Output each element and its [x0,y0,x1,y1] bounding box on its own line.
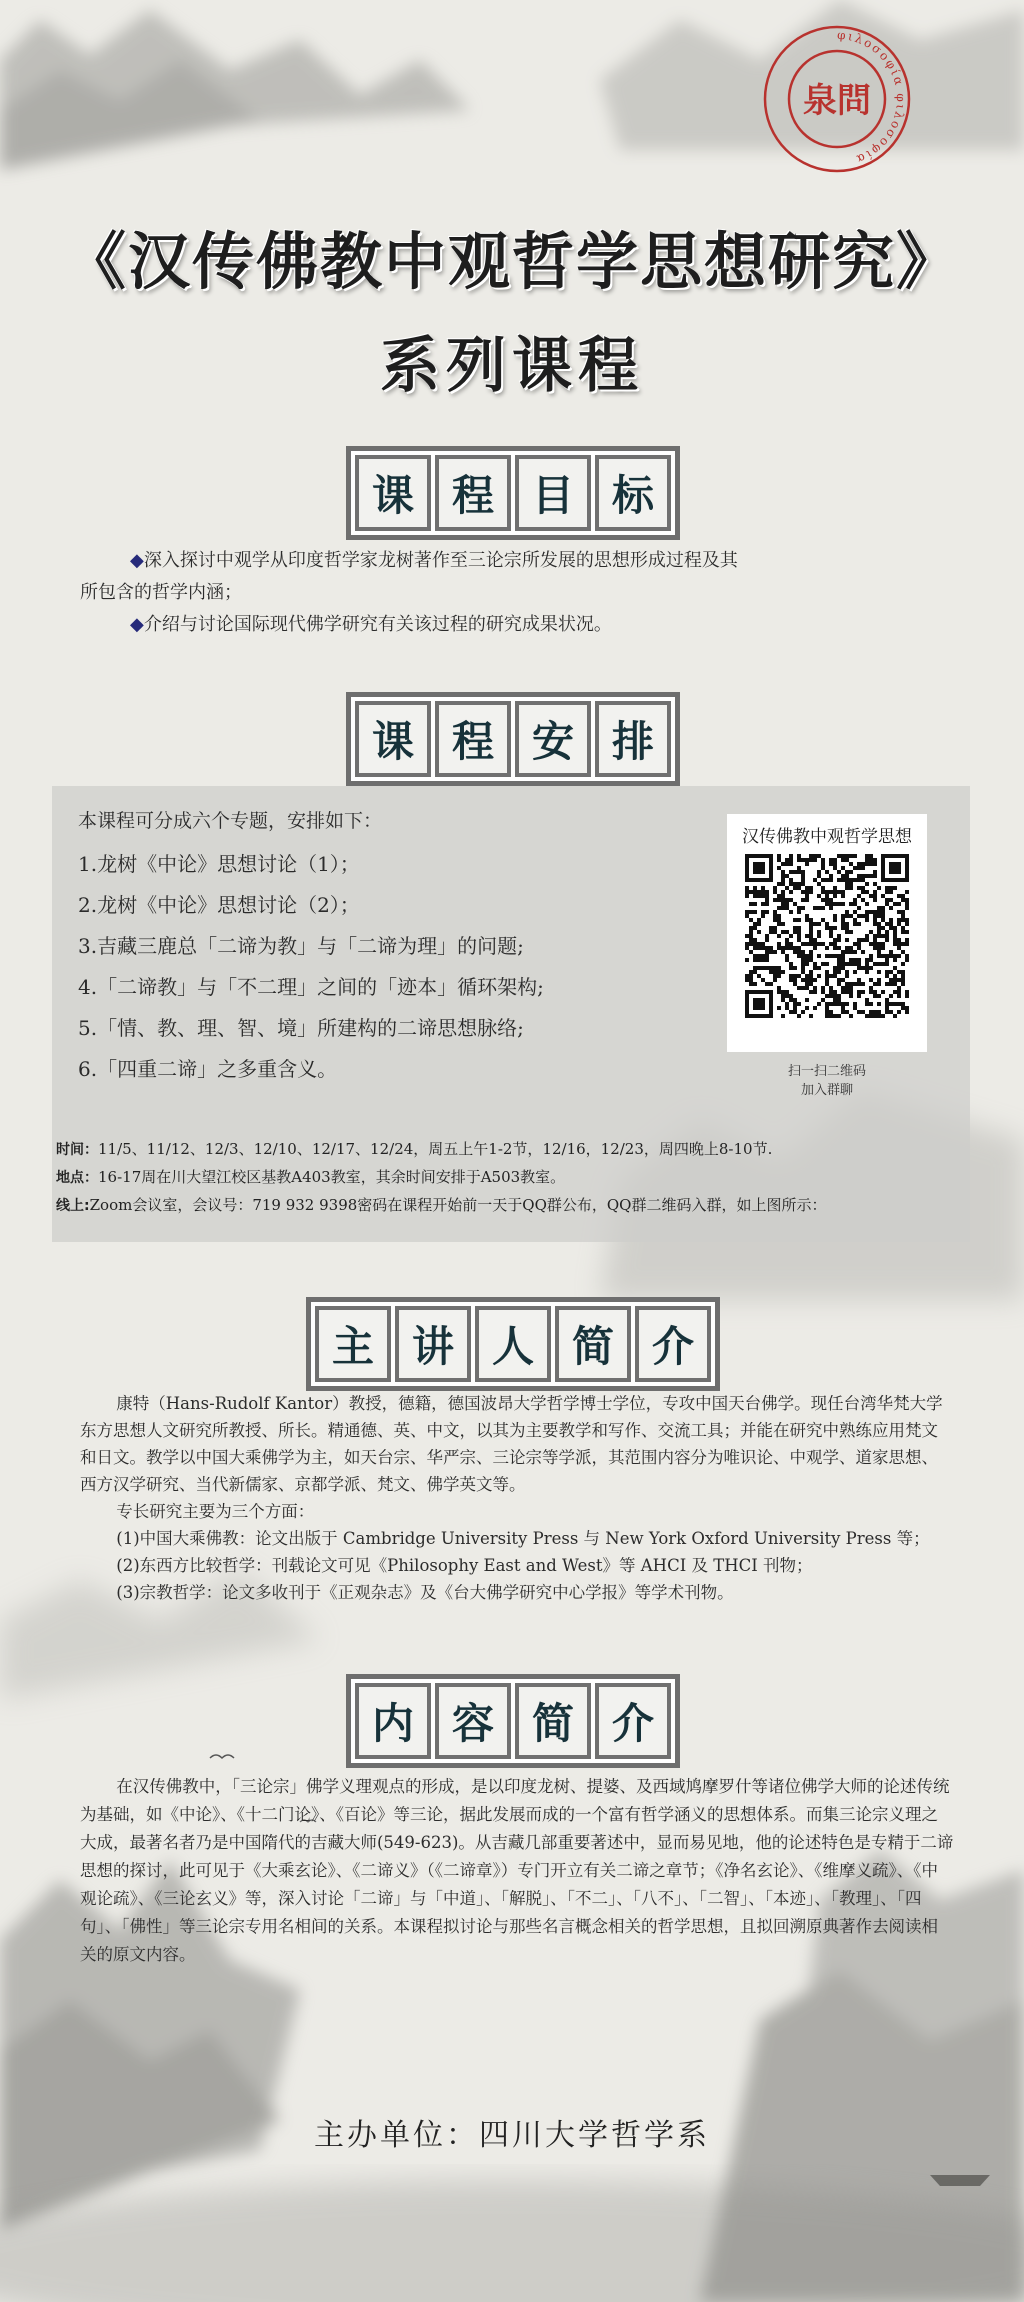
heading-char: 程 [435,701,511,777]
schedule-info [56,1136,826,1220]
heading-char: 程 [435,455,511,531]
qq-group-qr-card[interactable] [727,814,927,1052]
heading-char: 人 [475,1306,551,1382]
seal-glyphs: 泉問 [803,81,871,121]
place-value: 16-17周在川大望江校区基教A403教室，其余时间安排于A503教室。 [98,1168,566,1186]
heading-char: 内 [355,1683,431,1759]
heading-char: 讲 [395,1306,471,1382]
qr-code-icon[interactable] [745,854,909,1018]
research-item: (3)宗教哲学：论文多收刊于《正观杂志》及《台大佛学研究中心学报》等学术刊物。 [116,1583,734,1602]
online-label: 线上: [56,1198,90,1214]
seal-ring-text: φιλοσοφία φιλοσοφία [836,27,908,168]
topic-item: 6.「四重二谛」之多重含义。 [78,1057,338,1081]
heading-char: 介 [595,1683,671,1759]
diamond-bullet-icon: ◆ [130,550,144,571]
heading-char: 简 [555,1306,631,1382]
goal-item-2: 介绍与讨论国际现代佛学研究有关该过程的研究成果状况。 [143,614,612,635]
content-intro [80,1773,954,1969]
section-heading-schedule [346,692,680,786]
topic-item: 4.「二谛教」与「不二理」之间的「迹本」循环架构; [78,975,544,999]
diamond-bullet-icon: ◆ [130,614,144,635]
organizer: 主办单位：四川大学哲学系 [314,2118,710,2153]
section-heading-goals [346,446,680,540]
qr-caption [712,1062,942,1100]
research-item: (1)中国大乘佛教：论文出版于 Cambridge University Press 与 New York Oxford University Press 等； [116,1529,930,1548]
heading-char: 标 [595,455,671,531]
schedule-panel [52,786,970,1242]
topic-item: 5.「情、教、理、智、境」所建构的二谛思想脉络; [78,1016,524,1040]
schedule-intro: 本课程可分成六个专题，安排如下： [78,810,383,832]
heading-char: 容 [435,1683,511,1759]
topic-item: 1.龙树《中论》思想讨论（1）； [78,852,360,876]
heading-char: 目 [515,455,591,531]
qr-title: 汉传佛教中观哲学思想 [742,827,912,847]
research-intro: 专长研究主要为三个方面： [116,1502,315,1521]
qr-caption-line-1: 扫一扫二维码 [787,1064,866,1079]
poster-subtitle: 系列课程 [380,331,644,401]
heading-char: 主 [315,1306,391,1382]
section-heading-content [346,1674,680,1768]
qr-caption-line-2: 加入群聊 [800,1083,853,1098]
topic-item: 3.吉藏三鹿总「二谛为教」与「二谛为理」的问题; [78,934,524,958]
poster-title: 《汉传佛教中观哲学思想研究》 [63,225,960,298]
heading-char: 排 [595,701,671,777]
heading-char: 简 [515,1683,591,1759]
research-item: (2)东西方比较哲学：刊载论文可见《Philosophy East and West》等 AHCI 及 THCI 刊物； [116,1556,813,1575]
heading-char: 课 [355,701,431,777]
topic-list [78,844,544,1090]
goals-text [80,545,960,641]
heading-char: 介 [635,1306,711,1382]
speaker-bio [80,1390,954,1606]
goal-item-1: 深入探讨中观学从印度哲学家龙树著作至三论宗所发展的思想形成过程及其 [143,550,738,571]
speaker-bio-text: 康特（Hans-Rudolf Kantor）教授，德籍，德国波昂大学哲学博士学位，专攻中国天台佛学。现任台湾华梵大学东方思想人文研究所教授、所长。精通德、英、中文，以其为主要教学和写作、交流工具；并能在研究中熟练应用梵文和日文。教学以中国大乘佛学为主，如天台宗、华严宗、三论宗等学派，其范围内容分为唯识论、中观学、道家思想、西方汉学研究、当代新儒家、京都学派、梵文、佛学英文等。 [80,1394,943,1494]
place-label: 地点： [56,1170,98,1186]
seal-logo [762,24,912,174]
topic-item: 2.龙树《中论》思想讨论（2）； [78,893,360,917]
goal-item-1-continued: 所包含的哲学内涵； [80,582,242,603]
time-value: 11/5、11/12、12/3、12/10、12/17、12/24，周五上午1-2节，12/16，12/23，周四晚上8-10节. [98,1140,773,1158]
section-heading-speaker [306,1297,720,1391]
online-value: Zoom会议室，会议号：719 932 9398密码在课程开始前一天于QQ群公布，QQ群二维码入群，如上图所示： [89,1196,827,1214]
time-label: 时间： [56,1142,98,1158]
content-intro-text: 在汉传佛教中，「三论宗」佛学义理观点的形成，是以印度龙树、提婆、及西域鸠摩罗什等诸位佛学大师的论述传统为基础，如《中论》、《十二门论》、《百论》等三论，据此发展而成的一个富有哲学涵义的思想体系。而集三论宗义理之大成，最著名者乃是中国隋代的吉藏大师(549-623)。从吉藏几部重要著述中，显而易见地，他的论述特色是专精于二谛思想的探讨，此可见于《大乘玄论》、《二谛义》（《二谛章》）专门开立有关二谛之章节；《净名玄论》、《维摩义疏》、《中观论疏》、《三论玄义》等，深入讨论「二谛」与「中道」、「解脱」、「不二」、「八不」、「二智」、「本迹」、「教理」、「四句」、「佛性」等三论宗专用名相间的关系。本课程拟讨论与那些名言概念相关的哲学思想，且拟回溯原典著作去阅读相关的原文内容。 [80,1777,954,1964]
heading-char: 安 [515,701,591,777]
heading-char: 课 [355,455,431,531]
